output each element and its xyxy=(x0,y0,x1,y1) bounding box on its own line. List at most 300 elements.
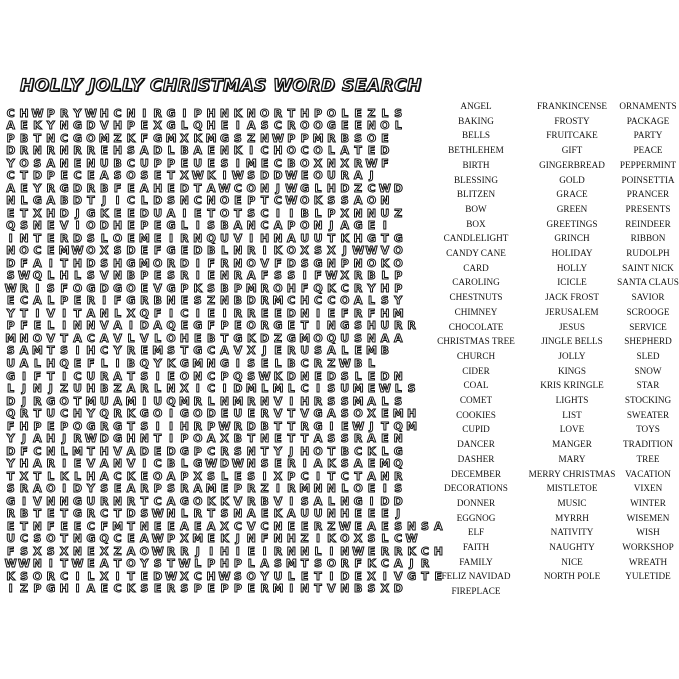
grid-letter[interactable]: E xyxy=(47,507,55,521)
grid-letter[interactable]: H xyxy=(340,507,350,521)
grid-letter[interactable]: N xyxy=(259,131,270,145)
grid-letter[interactable] xyxy=(432,357,445,370)
grid-letter[interactable]: P xyxy=(327,206,336,220)
grid-letter[interactable]: W xyxy=(205,457,218,471)
grid-letter[interactable]: H xyxy=(353,231,363,245)
grid-letter[interactable]: G xyxy=(179,357,189,370)
grid-letter[interactable]: Q xyxy=(393,457,403,471)
grid-letter[interactable]: R xyxy=(393,469,403,483)
grid-letter[interactable]: A xyxy=(33,482,42,496)
grid-letter[interactable]: S xyxy=(340,394,349,408)
grid-letter[interactable]: N xyxy=(59,144,69,158)
grid-letter[interactable]: C xyxy=(60,131,69,145)
grid-letter[interactable]: L xyxy=(140,194,148,208)
grid-letter[interactable] xyxy=(432,470,445,483)
grid-letter[interactable]: S xyxy=(247,469,256,483)
grid-letter[interactable] xyxy=(432,495,445,508)
grid-letter[interactable]: R xyxy=(420,557,430,571)
grid-letter[interactable]: D xyxy=(126,244,136,258)
grid-letter[interactable] xyxy=(418,345,431,358)
grid-letter[interactable]: P xyxy=(193,582,202,596)
grid-letter[interactable]: L xyxy=(394,119,402,133)
grid-letter[interactable]: I xyxy=(195,256,200,270)
grid-letter[interactable]: M xyxy=(392,407,404,421)
grid-letter[interactable]: I xyxy=(62,457,67,471)
grid-letter[interactable]: V xyxy=(300,407,309,421)
grid-letter[interactable]: E xyxy=(260,507,269,521)
grid-letter[interactable]: U xyxy=(380,319,390,333)
grid-letter[interactable]: I xyxy=(195,219,200,233)
grid-letter[interactable]: S xyxy=(33,532,42,546)
grid-letter[interactable]: N xyxy=(233,256,243,270)
grid-letter[interactable]: A xyxy=(246,269,256,283)
grid-letter[interactable]: S xyxy=(233,569,242,583)
grid-letter[interactable]: T xyxy=(47,344,55,358)
grid-letter[interactable]: D xyxy=(72,194,83,208)
grid-letter[interactable]: C xyxy=(153,457,162,471)
grid-letter[interactable]: R xyxy=(313,357,323,370)
grid-letter[interactable]: U xyxy=(273,569,283,583)
grid-letter[interactable]: E xyxy=(300,169,309,183)
grid-letter[interactable]: U xyxy=(326,169,336,183)
grid-letter[interactable] xyxy=(405,332,418,345)
grid-letter[interactable]: M xyxy=(352,382,364,396)
grid-letter[interactable]: C xyxy=(420,544,429,558)
grid-letter[interactable]: L xyxy=(381,532,389,546)
grid-letter[interactable]: E xyxy=(20,119,28,133)
grid-letter[interactable]: O xyxy=(59,394,69,408)
grid-letter[interactable]: L xyxy=(7,382,15,396)
grid-letter[interactable]: O xyxy=(152,256,163,270)
grid-letter[interactable]: L xyxy=(47,269,55,283)
grid-letter[interactable]: E xyxy=(207,269,215,283)
grid-letter[interactable]: N xyxy=(326,256,336,270)
grid-letter[interactable]: J xyxy=(48,382,53,396)
grid-letter[interactable]: S xyxy=(233,444,242,458)
grid-letter[interactable]: Q xyxy=(193,119,203,133)
grid-letter[interactable]: C xyxy=(86,331,95,345)
grid-letter[interactable]: D xyxy=(286,369,296,383)
grid-letter[interactable] xyxy=(405,207,418,220)
grid-letter[interactable]: D xyxy=(380,369,390,383)
grid-letter[interactable]: N xyxy=(273,231,283,245)
grid-letter[interactable]: P xyxy=(6,319,15,333)
grid-letter[interactable]: N xyxy=(32,557,42,571)
grid-letter[interactable]: M xyxy=(85,394,97,408)
grid-letter[interactable]: J xyxy=(409,557,414,571)
grid-letter[interactable]: R xyxy=(353,281,363,295)
grid-letter[interactable] xyxy=(432,432,445,445)
grid-letter[interactable]: B xyxy=(287,357,296,370)
grid-letter[interactable]: R xyxy=(86,294,96,308)
grid-letter[interactable]: C xyxy=(113,532,122,546)
grid-letter[interactable]: S xyxy=(340,432,349,446)
grid-letter[interactable]: V xyxy=(99,319,109,333)
grid-letter[interactable] xyxy=(405,145,418,158)
grid-letter[interactable]: O xyxy=(166,331,176,345)
grid-letter[interactable]: D xyxy=(233,382,243,396)
grid-letter[interactable]: E xyxy=(140,344,149,358)
grid-letter[interactable]: Z xyxy=(247,131,256,145)
grid-letter[interactable]: B xyxy=(220,281,229,295)
grid-letter[interactable]: H xyxy=(19,457,29,471)
grid-letter[interactable]: E xyxy=(153,219,162,233)
grid-letter[interactable]: E xyxy=(60,519,68,533)
grid-letter[interactable]: N xyxy=(233,244,243,258)
grid-letter[interactable]: E xyxy=(260,306,269,320)
grid-letter[interactable]: Q xyxy=(139,306,149,320)
grid-letter[interactable]: E xyxy=(354,519,362,533)
grid-letter[interactable]: R xyxy=(300,419,309,433)
grid-letter[interactable]: C xyxy=(340,281,349,295)
grid-letter[interactable]: N xyxy=(326,156,336,170)
grid-letter[interactable] xyxy=(432,370,445,383)
grid-letter[interactable]: N xyxy=(219,294,230,308)
grid-letter[interactable]: A xyxy=(353,169,363,183)
grid-letter[interactable]: A xyxy=(99,557,109,571)
grid-letter[interactable]: R xyxy=(260,407,269,421)
grid-letter[interactable]: U xyxy=(86,494,96,508)
grid-letter[interactable]: G xyxy=(72,119,82,133)
grid-letter[interactable]: D xyxy=(6,394,16,408)
grid-letter[interactable]: R xyxy=(313,394,323,408)
grid-letter[interactable]: E xyxy=(300,569,309,583)
grid-letter[interactable]: I xyxy=(168,231,174,245)
grid-letter[interactable]: I xyxy=(168,407,174,421)
grid-letter[interactable]: O xyxy=(86,131,96,145)
grid-letter[interactable]: N xyxy=(300,369,310,383)
grid-letter[interactable]: U xyxy=(153,394,163,408)
grid-letter[interactable]: L xyxy=(314,544,322,558)
grid-letter[interactable] xyxy=(418,207,431,220)
grid-letter[interactable]: T xyxy=(287,419,296,433)
grid-letter[interactable]: O xyxy=(46,482,56,496)
grid-letter[interactable]: T xyxy=(381,231,389,245)
grid-letter[interactable]: Z xyxy=(327,357,336,370)
grid-letter[interactable]: S xyxy=(220,507,229,521)
grid-letter[interactable]: K xyxy=(313,194,323,208)
grid-letter[interactable]: P xyxy=(167,532,176,546)
grid-letter[interactable]: C xyxy=(367,181,376,195)
grid-letter[interactable]: E xyxy=(274,344,282,358)
grid-letter[interactable]: S xyxy=(247,206,256,220)
grid-letter[interactable]: T xyxy=(207,206,215,220)
grid-letter[interactable]: Y xyxy=(46,119,55,133)
grid-letter[interactable]: E xyxy=(287,319,296,333)
grid-letter[interactable]: E xyxy=(367,482,376,496)
grid-letter[interactable]: Z xyxy=(367,106,376,120)
grid-letter[interactable]: E xyxy=(127,206,135,220)
grid-letter[interactable]: S xyxy=(340,407,349,421)
grid-letter[interactable]: F xyxy=(153,306,162,320)
grid-letter[interactable] xyxy=(418,195,431,208)
grid-letter[interactable]: L xyxy=(247,557,255,571)
grid-letter[interactable]: S xyxy=(327,394,336,408)
grid-letter[interactable]: O xyxy=(219,194,230,208)
grid-letter[interactable]: E xyxy=(167,369,175,383)
grid-letter[interactable]: I xyxy=(302,269,307,283)
grid-letter[interactable]: G xyxy=(86,206,96,220)
grid-letter[interactable] xyxy=(432,245,445,258)
grid-letter[interactable]: L xyxy=(180,457,188,471)
grid-letter[interactable]: E xyxy=(367,507,376,521)
grid-letter[interactable]: L xyxy=(367,294,375,308)
grid-letter[interactable]: S xyxy=(207,219,216,233)
grid-letter[interactable]: R xyxy=(73,144,82,158)
grid-letter[interactable]: L xyxy=(341,344,349,358)
grid-letter[interactable]: G xyxy=(407,569,417,583)
grid-letter[interactable]: A xyxy=(180,519,189,533)
grid-letter[interactable]: Z xyxy=(20,582,29,596)
grid-letter[interactable]: P xyxy=(220,369,229,383)
grid-letter[interactable]: N xyxy=(32,382,42,396)
grid-letter[interactable]: E xyxy=(247,407,255,421)
grid-letter[interactable] xyxy=(405,307,418,320)
grid-letter[interactable]: D xyxy=(59,206,69,220)
grid-letter[interactable]: G xyxy=(193,344,203,358)
grid-letter[interactable]: L xyxy=(341,106,349,120)
grid-letter[interactable]: T xyxy=(247,432,255,446)
grid-letter[interactable] xyxy=(432,307,445,320)
grid-letter[interactable]: I xyxy=(369,494,374,508)
grid-letter[interactable]: W xyxy=(365,244,378,258)
grid-letter[interactable]: L xyxy=(220,244,228,258)
grid-letter[interactable]: D xyxy=(99,281,109,295)
grid-letter[interactable]: H xyxy=(19,419,29,433)
grid-letter[interactable] xyxy=(405,395,418,408)
grid-letter[interactable]: L xyxy=(207,394,215,408)
grid-letter[interactable]: C xyxy=(260,219,269,233)
grid-letter[interactable]: C xyxy=(260,519,269,533)
grid-letter[interactable]: I xyxy=(249,144,254,158)
grid-letter[interactable]: G xyxy=(72,494,82,508)
grid-letter[interactable]: X xyxy=(59,544,69,558)
grid-letter[interactable]: F xyxy=(60,281,68,295)
grid-letter[interactable]: E xyxy=(367,382,376,396)
grid-letter[interactable]: N xyxy=(326,482,336,496)
grid-letter[interactable]: N xyxy=(139,519,149,533)
grid-letter[interactable]: X xyxy=(180,569,189,583)
grid-letter[interactable]: D xyxy=(246,419,256,433)
grid-letter[interactable]: H xyxy=(86,469,96,483)
grid-letter[interactable]: F xyxy=(354,557,362,571)
grid-letter[interactable]: Y xyxy=(6,156,15,170)
grid-letter[interactable]: E xyxy=(247,544,255,558)
grid-letter[interactable]: E xyxy=(274,306,282,320)
grid-letter[interactable]: U xyxy=(6,357,16,370)
grid-letter[interactable]: H xyxy=(99,444,109,458)
grid-letter[interactable]: K xyxy=(6,569,15,583)
grid-letter[interactable]: N xyxy=(259,432,270,446)
grid-letter[interactable]: S xyxy=(46,281,55,295)
grid-letter[interactable]: E xyxy=(354,507,362,521)
grid-letter[interactable]: K xyxy=(193,131,203,145)
grid-letter[interactable]: W xyxy=(258,369,271,383)
grid-letter[interactable]: R xyxy=(86,144,96,158)
grid-letter[interactable]: G xyxy=(233,331,243,345)
grid-letter[interactable]: R xyxy=(19,281,29,295)
grid-letter[interactable]: O xyxy=(193,494,203,508)
grid-letter[interactable]: J xyxy=(369,169,374,183)
grid-letter[interactable]: N xyxy=(340,544,350,558)
grid-letter[interactable] xyxy=(418,470,431,483)
grid-letter[interactable]: E xyxy=(220,407,229,421)
grid-letter[interactable]: I xyxy=(302,457,307,471)
grid-letter[interactable]: A xyxy=(260,557,269,571)
grid-letter[interactable]: C xyxy=(207,444,216,458)
grid-letter[interactable]: L xyxy=(20,194,28,208)
grid-letter[interactable] xyxy=(392,220,405,233)
grid-letter[interactable]: M xyxy=(192,357,204,370)
grid-letter[interactable]: I xyxy=(102,294,107,308)
grid-letter[interactable] xyxy=(418,445,431,458)
grid-letter[interactable]: B xyxy=(340,131,349,145)
grid-letter[interactable]: T xyxy=(140,494,149,508)
grid-letter[interactable]: D xyxy=(206,407,216,421)
grid-letter[interactable]: G xyxy=(166,244,176,258)
grid-letter[interactable]: S xyxy=(327,194,336,208)
grid-letter[interactable]: D xyxy=(393,494,403,508)
grid-letter[interactable]: X xyxy=(380,582,390,596)
grid-letter[interactable]: T xyxy=(60,507,68,521)
grid-letter[interactable]: N xyxy=(19,231,29,245)
grid-letter[interactable]: L xyxy=(381,394,389,408)
grid-letter[interactable]: B xyxy=(233,432,243,446)
grid-letter[interactable]: L xyxy=(100,231,108,245)
grid-letter[interactable]: R xyxy=(59,231,69,245)
grid-letter[interactable]: P xyxy=(220,582,229,596)
grid-letter[interactable]: L xyxy=(287,569,295,583)
grid-letter[interactable]: E xyxy=(140,244,149,258)
grid-letter[interactable]: O xyxy=(366,131,377,145)
grid-letter[interactable]: N xyxy=(59,494,69,508)
grid-letter[interactable]: K xyxy=(126,582,136,596)
grid-letter[interactable]: M xyxy=(272,382,284,396)
grid-letter[interactable]: G xyxy=(46,394,56,408)
grid-letter[interactable]: O xyxy=(393,244,403,258)
grid-letter[interactable]: W xyxy=(31,106,44,120)
grid-letter[interactable]: O xyxy=(193,407,203,421)
grid-letter[interactable]: U xyxy=(300,231,310,245)
grid-letter[interactable]: S xyxy=(327,382,336,396)
grid-letter[interactable]: E xyxy=(153,169,162,183)
grid-letter[interactable]: P xyxy=(207,557,216,571)
grid-letter[interactable]: M xyxy=(31,344,43,358)
grid-letter[interactable]: Y xyxy=(113,344,122,358)
grid-letter[interactable]: N xyxy=(246,444,256,458)
grid-letter[interactable]: V xyxy=(46,306,56,320)
grid-letter[interactable]: C xyxy=(6,106,15,120)
grid-letter[interactable]: M xyxy=(192,532,204,546)
grid-letter[interactable]: N xyxy=(6,244,16,258)
grid-letter[interactable]: T xyxy=(33,231,42,245)
grid-letter[interactable]: B xyxy=(380,344,390,358)
grid-letter[interactable]: D xyxy=(393,181,403,195)
grid-letter[interactable]: W xyxy=(352,544,365,558)
grid-letter[interactable]: M xyxy=(72,444,83,458)
grid-letter[interactable]: S xyxy=(314,344,322,358)
grid-letter[interactable] xyxy=(432,120,445,133)
grid-letter[interactable]: W xyxy=(285,169,298,183)
grid-letter[interactable] xyxy=(405,270,418,283)
grid-letter[interactable]: B xyxy=(100,382,109,396)
grid-letter[interactable]: W xyxy=(352,244,365,258)
grid-letter[interactable]: L xyxy=(33,357,41,370)
grid-letter[interactable]: R xyxy=(260,582,269,596)
grid-letter[interactable]: B xyxy=(206,244,216,258)
grid-letter[interactable]: E xyxy=(274,457,282,471)
grid-letter[interactable]: G xyxy=(313,407,323,421)
grid-letter[interactable]: W xyxy=(151,507,164,521)
grid-letter[interactable]: I xyxy=(142,106,147,120)
grid-letter[interactable]: E xyxy=(153,519,162,533)
grid-letter[interactable]: W xyxy=(71,244,84,258)
grid-letter[interactable]: N xyxy=(219,144,230,158)
grid-letter[interactable]: S xyxy=(46,544,55,558)
grid-letter[interactable]: O xyxy=(112,231,123,245)
grid-letter[interactable]: T xyxy=(87,194,95,208)
grid-letter[interactable]: A xyxy=(73,331,82,345)
grid-letter[interactable]: Q xyxy=(59,357,69,370)
grid-letter[interactable]: D xyxy=(273,169,283,183)
grid-letter[interactable]: S xyxy=(287,269,296,283)
grid-letter[interactable]: L xyxy=(314,206,322,220)
grid-letter[interactable]: L xyxy=(381,269,389,283)
grid-letter[interactable]: C xyxy=(153,494,162,508)
grid-letter[interactable]: B xyxy=(233,294,243,308)
grid-letter[interactable] xyxy=(405,345,418,358)
grid-letter[interactable]: R xyxy=(59,106,69,120)
grid-letter[interactable]: O xyxy=(19,244,29,258)
grid-letter[interactable]: P xyxy=(6,131,15,145)
grid-letter[interactable]: B xyxy=(153,294,162,308)
grid-letter[interactable]: D xyxy=(286,306,296,320)
grid-letter[interactable]: Y xyxy=(86,407,95,421)
grid-letter[interactable]: E xyxy=(60,169,68,183)
grid-letter[interactable]: S xyxy=(140,169,149,183)
grid-letter[interactable]: N xyxy=(19,331,29,345)
grid-letter[interactable]: A xyxy=(287,507,296,521)
grid-letter[interactable]: M xyxy=(299,331,311,345)
grid-letter[interactable]: D xyxy=(260,331,270,345)
grid-letter[interactable]: D xyxy=(340,181,350,195)
grid-letter[interactable]: V xyxy=(273,394,283,408)
grid-letter[interactable]: L xyxy=(180,119,188,133)
grid-letter[interactable]: O xyxy=(259,106,270,120)
grid-letter[interactable]: R xyxy=(246,306,256,320)
grid-letter[interactable]: R xyxy=(273,544,283,558)
grid-letter[interactable]: D xyxy=(260,169,270,183)
grid-letter[interactable]: I xyxy=(35,281,40,295)
grid-letter[interactable]: V xyxy=(233,344,243,358)
grid-letter[interactable]: S xyxy=(260,119,269,133)
grid-letter[interactable]: Z xyxy=(300,532,309,546)
grid-letter[interactable]: R xyxy=(126,344,136,358)
grid-letter[interactable]: N xyxy=(259,394,270,408)
grid-letter[interactable] xyxy=(418,332,431,345)
grid-letter[interactable]: Z xyxy=(113,382,122,396)
grid-letter[interactable]: R xyxy=(353,306,363,320)
grid-letter[interactable]: Y xyxy=(273,444,282,458)
grid-letter[interactable]: I xyxy=(182,206,187,220)
grid-letter[interactable]: I xyxy=(262,469,267,483)
grid-letter[interactable]: H xyxy=(206,569,216,583)
grid-letter[interactable]: F xyxy=(47,519,55,533)
grid-letter[interactable]: E xyxy=(234,319,242,333)
grid-letter[interactable]: D xyxy=(86,256,96,270)
grid-letter[interactable]: R xyxy=(6,507,15,521)
grid-letter[interactable]: T xyxy=(220,331,229,345)
